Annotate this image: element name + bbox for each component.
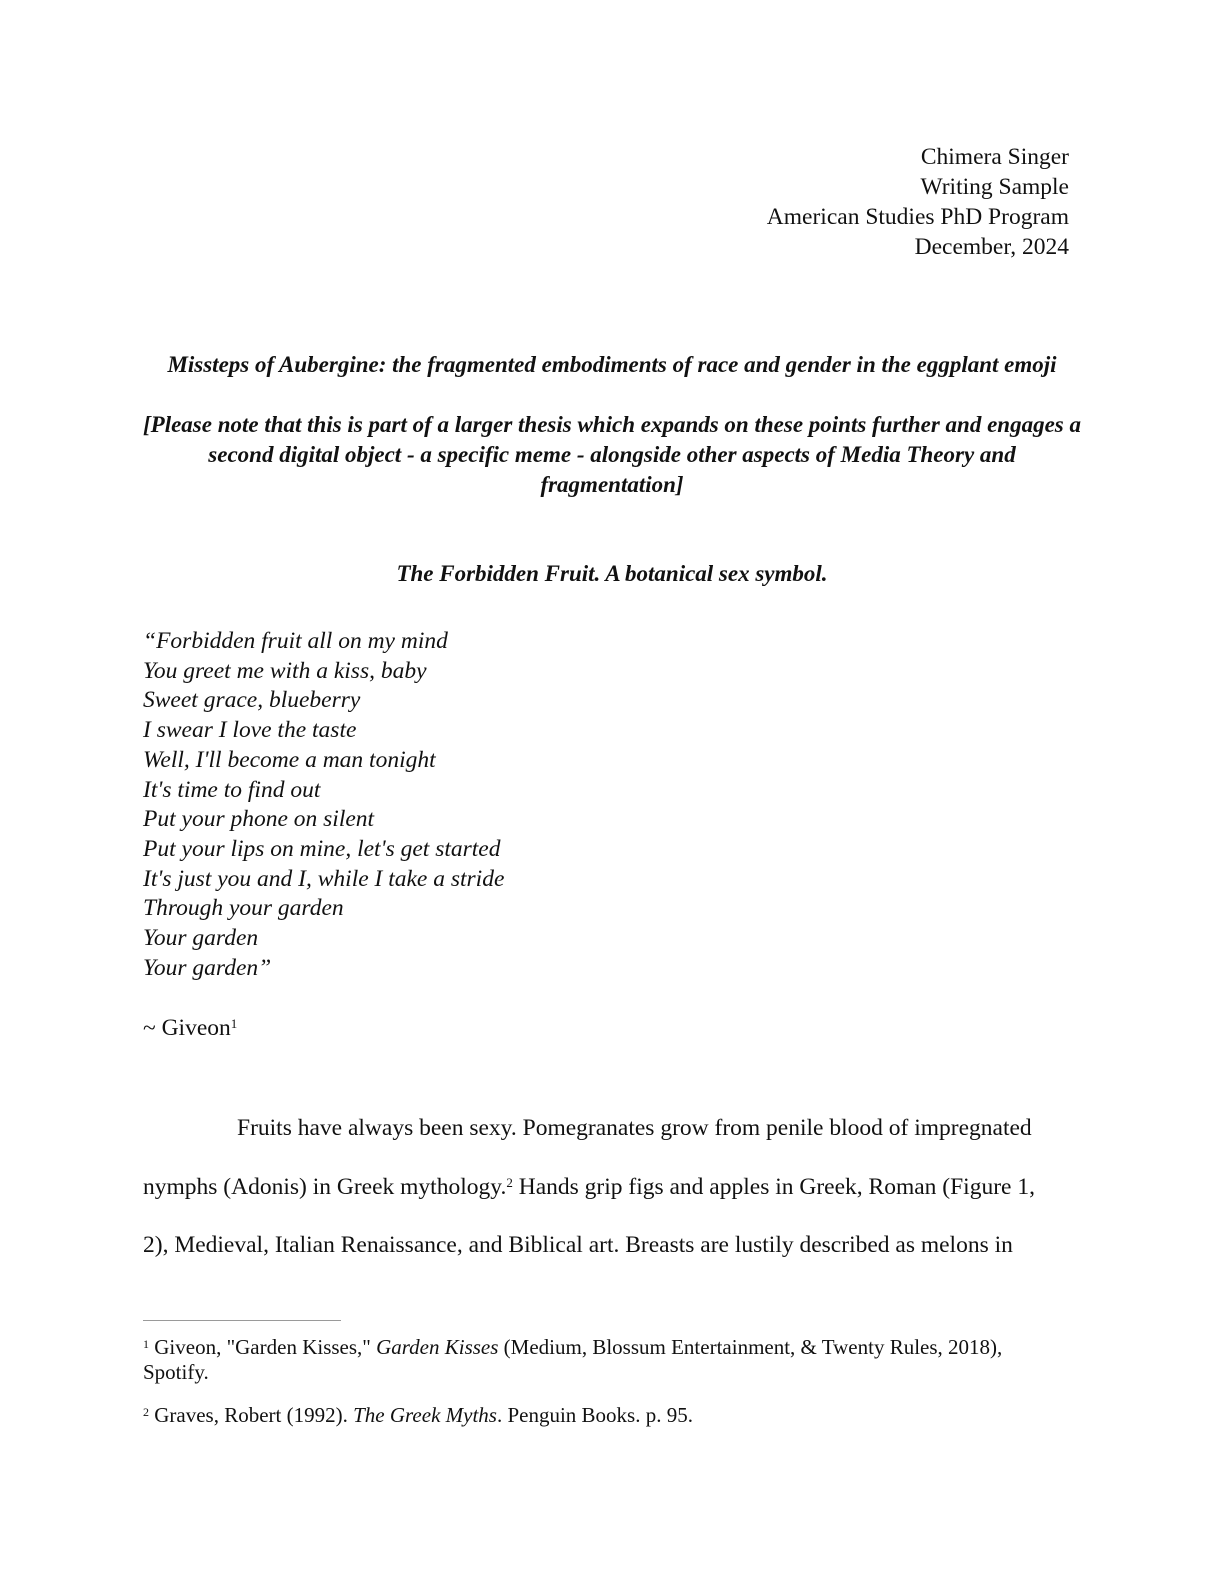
poem-line: I swear I love the taste <box>143 717 357 744</box>
footnote-title: The Greek Myths <box>353 1403 497 1427</box>
poem-line: “Forbidden fruit all on my mind <box>143 628 448 654</box>
footnote-ref-2: 2 <box>506 1174 513 1190</box>
footnote-text: (Medium, Blossum Entertainment, & Twenty Rules, 2018), Spotify. <box>143 1335 1003 1384</box>
document-date: December, 2024 <box>914 234 1069 260</box>
body-paragraph <box>143 1099 1058 1275</box>
poem-attribution <box>143 1013 237 1043</box>
poem-line: It's just you and I, while I take a stride <box>143 865 505 892</box>
poem-line: Sweet grace, blueberry <box>143 687 361 714</box>
body-line: Fruits have always been sexy. Pomegranates grow from penile blood of impregnated <box>237 1115 1032 1141</box>
body-line-segment: nymphs (Adonis) in Greek mythology. <box>143 1173 507 1200</box>
program-name: American Studies PhD Program <box>766 204 1069 230</box>
footnote-1 <box>143 1335 1063 1385</box>
footnote-number: 1 <box>143 1337 149 1351</box>
poem-line: Your garden <box>143 925 259 952</box>
footnote-text: . Penguin Books. p. 95. <box>496 1403 693 1427</box>
body-line <box>143 1158 1058 1217</box>
poem-line: You greet me with a kiss, baby <box>143 657 427 684</box>
footnote-ref-1: 1 <box>230 1015 238 1031</box>
body-line: 2), Medieval, Italian Renaissance, and Biblical art. Breasts are lustily described as melons in <box>143 1232 1013 1258</box>
footnotes <box>143 1335 1063 1446</box>
body-line-segment: Hands grip figs and apples in Greek, Roman (Figure 1, <box>512 1173 1035 1200</box>
author-name: Chimera Singer <box>920 144 1069 170</box>
poem-line: Well, I'll become a man tonight <box>143 746 436 773</box>
poem-line: It's time to find out <box>143 776 321 803</box>
epigraph-poem <box>143 627 504 983</box>
paper-title: Missteps of Aubergine: the fragmented embodiments of race and gender in the eggplant emoji <box>167 352 1057 377</box>
thesis-note: [Please note that this is part of a larger thesis which expands on these points further and engages a second digital object - a specific meme - alongside other aspects of Media Theory and fragmentation] <box>142 412 1081 497</box>
section-heading: The Forbidden Fruit. A botanical sex symbol. <box>396 561 828 586</box>
document-type: Writing Sample <box>920 174 1069 200</box>
poem-line: Put your lips on mine, let's get started <box>143 835 501 862</box>
footnote-text: Graves, Robert (1992). <box>149 1403 354 1427</box>
poem-line: Put your phone on silent <box>143 806 375 833</box>
poem-line: Through your garden <box>143 895 344 922</box>
attribution-text: ~ Giveon <box>143 1015 231 1041</box>
document-header <box>767 142 1069 262</box>
footnote-title: Garden Kisses <box>376 1335 499 1359</box>
footnote-number: 2 <box>143 1405 149 1419</box>
poem-line: Your garden” <box>143 954 272 981</box>
footnote-2 <box>143 1403 1063 1428</box>
footnote-divider <box>143 1320 341 1321</box>
footnote-text: Giveon, "Garden Kisses," <box>149 1335 377 1359</box>
